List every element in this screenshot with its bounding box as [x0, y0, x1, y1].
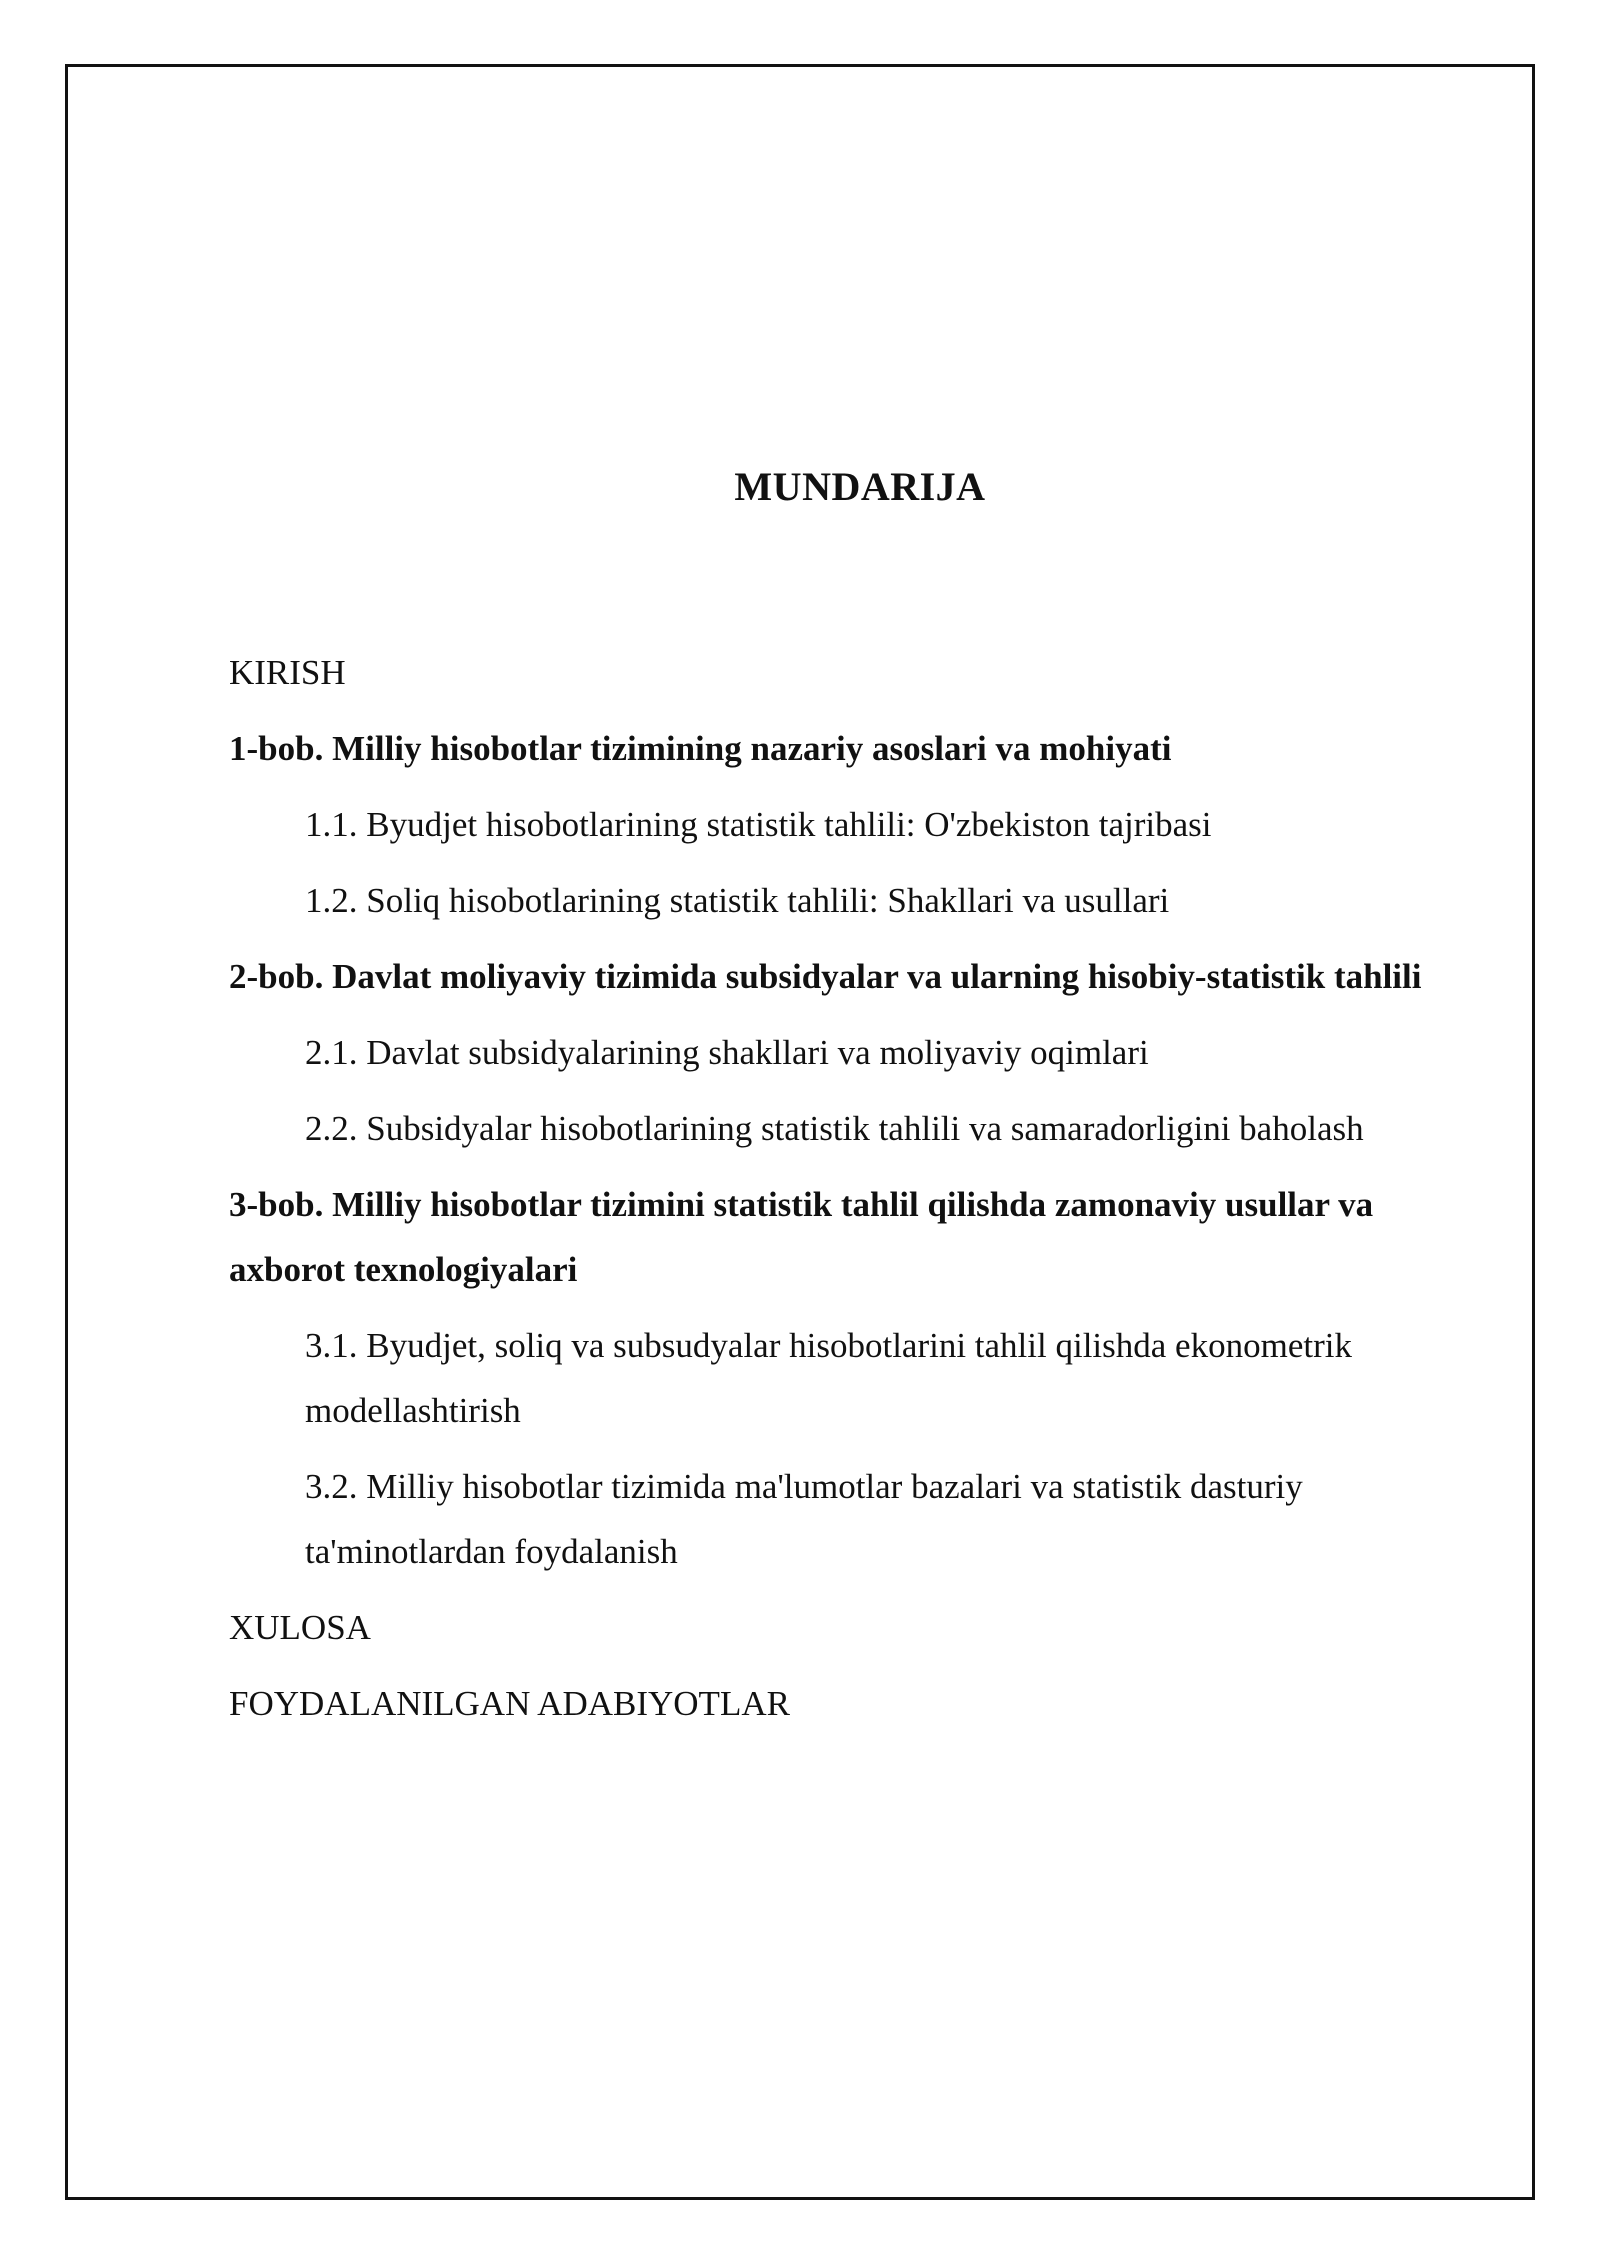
toc-chapter-3: 3-bob. Milliy hisobotlar tizimini statistik tahlil qilishda zamonaviy usullar va axborot texnologiyalari [229, 1185, 1374, 1289]
toc-chapter-2: 2-bob. Davlat moliyaviy tizimida subsidyalar va ularning hisobiy-statistik tahlili [229, 957, 1422, 996]
page-title: MUNDARIJA [734, 464, 986, 509]
toc-entry-conclusion: XULOSA [229, 1608, 371, 1647]
toc-section-2-1: 2.1. Davlat subsidyalarining shakllari va moliyaviy oqimlari [305, 1033, 1149, 1072]
toc-entry-references: FOYDALANILGAN ADABIYOTLAR [229, 1684, 790, 1723]
toc-section-1-2: 1.2. Soliq hisobotlarining statistik tahlili: Shakllari va usullari [305, 881, 1170, 920]
toc-entry-introduction: KIRISH [229, 653, 346, 692]
toc-section-3-2: 3.2. Milliy hisobotlar tizimida ma'lumotlar bazalari va statistik dasturiy ta'minotlardan foydalanish [305, 1467, 1303, 1571]
toc-section-3-1: 3.1. Byudjet, soliq va subsudyalar hisobotlarini tahlil qilishda ekonometrik modellashtirish [305, 1326, 1352, 1430]
toc-section-2-2: 2.2. Subsidyalar hisobotlarining statistik tahlili va samaradorligini baholash [305, 1109, 1364, 1148]
table-of-contents [229, 640, 1479, 1747]
toc-chapter-1: 1-bob. Milliy hisobotlar tizimining nazariy asoslari va mohiyati [229, 729, 1172, 768]
toc-section-1-1: 1.1. Byudjet hisobotlarining statistik tahlili: O'zbekiston tajribasi [305, 805, 1212, 844]
